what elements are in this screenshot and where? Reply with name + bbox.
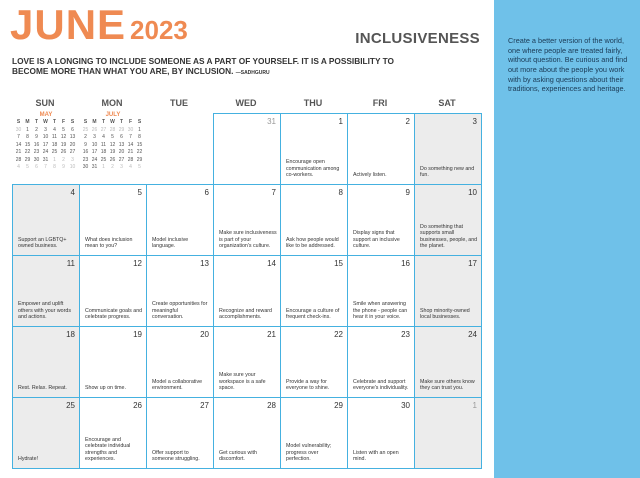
day-number: 2: [405, 117, 410, 126]
month-title: [10, 1, 188, 48]
mini-day: 30: [33, 156, 40, 163]
mini-day: 7: [44, 164, 47, 170]
mini-weekday: T: [119, 119, 124, 125]
day-number: 10: [468, 188, 477, 197]
day-cell: [213, 255, 281, 327]
day-activity: Do something new and fun.: [420, 165, 475, 179]
mini-day: 13: [69, 134, 76, 140]
day-number: 15: [334, 259, 343, 268]
day-cell: [12, 326, 80, 398]
day-activity: Model vulnerability; progress over perfection.: [286, 443, 332, 463]
mini-weekday: S: [83, 119, 88, 125]
day-cell: [347, 397, 415, 469]
mini-calendar-title: JULY: [105, 112, 121, 118]
day-cell: [280, 113, 348, 185]
day-number: 27: [200, 401, 209, 410]
day-cell: [347, 255, 415, 327]
mini-day: 17: [42, 141, 49, 148]
mini-day: 6: [120, 134, 123, 140]
day-cell: [79, 184, 147, 256]
mini-day: 21: [127, 149, 134, 155]
mini-day: 3: [71, 156, 74, 163]
mini-day: 28: [127, 156, 134, 163]
mini-weekday: F: [128, 119, 133, 125]
mini-day: 9: [35, 134, 38, 140]
day-cell: [347, 113, 415, 185]
mini-day: 2: [35, 126, 38, 133]
day-cell: [213, 397, 281, 469]
day-number: 28: [267, 401, 276, 410]
day-cell: [79, 397, 147, 469]
day-number: 20: [200, 330, 209, 339]
mini-day: 9: [62, 164, 65, 170]
mini-day: 21: [15, 149, 22, 155]
day-number: 23: [401, 330, 410, 339]
day-number: 22: [334, 330, 343, 339]
mini-day: 24: [42, 149, 49, 155]
mini-day: 9: [84, 141, 87, 148]
mini-day: 28: [15, 156, 22, 163]
weekday-sat: SAT: [438, 98, 456, 108]
day-cell: [414, 397, 482, 469]
mini-day: 4: [53, 126, 56, 133]
day-cell: [12, 255, 80, 327]
mini-weekday: W: [110, 119, 115, 125]
weekday-thu: THU: [303, 98, 323, 108]
day-number: 16: [401, 259, 410, 268]
day-number: 7: [271, 188, 276, 197]
mini-weekday: T: [101, 119, 106, 125]
day-activity: Do something that supports small businesses, people, and the planet.: [420, 223, 478, 250]
mini-day: 1: [26, 126, 29, 133]
mini-weekday: S: [70, 119, 75, 125]
mini-weekday: S: [16, 119, 21, 125]
day-number: 4: [70, 188, 75, 197]
day-number: 19: [133, 330, 142, 339]
mini-day: 8: [138, 134, 141, 140]
mini-day: 30: [15, 126, 22, 133]
day-cell: [146, 255, 214, 327]
mini-day: 5: [111, 134, 114, 140]
mini-day: 27: [118, 156, 125, 163]
day-cell: [280, 326, 348, 398]
mini-day: 8: [26, 134, 29, 140]
day-cell: [146, 184, 214, 256]
day-number: 1: [472, 401, 477, 410]
day-cell: [146, 397, 214, 469]
day-number: 6: [204, 188, 209, 197]
day-activity: Provide a way for everyone to shine.: [286, 378, 330, 392]
day-cell: [347, 184, 415, 256]
day-activity: Model a collaborative environment.: [152, 378, 203, 392]
day-activity: Offer support to someone struggling.: [152, 449, 200, 463]
mini-weekday: S: [137, 119, 142, 125]
mini-day: 20: [118, 149, 125, 155]
day-cell: [347, 326, 415, 398]
day-cell: [280, 255, 348, 327]
mini-day: 30: [82, 164, 89, 170]
mini-day: 16: [82, 149, 89, 155]
calendar-grid: [12, 113, 482, 473]
day-cell: [414, 326, 482, 398]
mini-day: 23: [33, 149, 40, 155]
mini-day: 14: [127, 141, 134, 148]
mini-day: 26: [109, 156, 116, 163]
day-cell: [280, 397, 348, 469]
day-activity: Encourage open communication among co-workers.: [286, 159, 340, 179]
mini-day: 22: [136, 149, 143, 155]
day-number: 14: [267, 259, 276, 268]
day-cell: [414, 184, 482, 256]
mini-day: 5: [62, 126, 65, 133]
day-number: 29: [334, 401, 343, 410]
day-activity: Listen with an open mind.: [353, 449, 399, 463]
day-cell: [146, 326, 214, 398]
day-activity: Hydrate!: [18, 456, 39, 463]
mini-day: 5: [26, 164, 29, 170]
mini-day: 3: [93, 134, 96, 140]
day-number: 30: [401, 401, 410, 410]
day-number: 11: [66, 259, 75, 268]
quote: [12, 56, 412, 77]
mini-day: 24: [91, 156, 98, 163]
day-cell: [12, 184, 80, 256]
weekday-wed: WED: [235, 98, 257, 108]
day-activity: Support an LGBTQ+ owned business.: [18, 236, 67, 250]
day-number: 31: [267, 117, 276, 126]
month-name: JUNE: [10, 1, 127, 48]
day-activity: What does inclusion mean to you?: [85, 236, 133, 250]
day-activity: Model inclusive language.: [152, 236, 189, 250]
mini-day: 5: [138, 164, 141, 170]
day-activity: Empower and uplift others with your words and actions.: [18, 301, 71, 321]
day-cell: [79, 326, 147, 398]
mini-day: 25: [100, 156, 107, 163]
day-activity: Make sure inclusiveness is part of your organization's culture.: [219, 230, 277, 250]
mini-day: 8: [53, 164, 56, 170]
day-activity: Encourage and celebrate individual strengths and experiences.: [85, 436, 131, 463]
theme-title: INCLUSIVENESS: [355, 30, 480, 47]
mini-day: 2: [84, 134, 87, 140]
sidebar-text: Create a better version of the world, one where people are treated fairly, without question. Be curious and find out more about the people you work with by asking questions about their traditions, experiences and heritage.: [508, 36, 628, 94]
mini-day: 31: [91, 164, 98, 170]
mini-day: 25: [82, 126, 89, 133]
day-number: 24: [468, 330, 477, 339]
day-activity: Create opportunities for meaningful conversation.: [152, 301, 208, 321]
day-activity: Celebrate and support everyone's individuality.: [353, 378, 409, 392]
mini-day: 7: [129, 134, 132, 140]
day-activity: Recognize and reward accomplishments.: [219, 307, 272, 321]
mini-day: 3: [120, 164, 123, 170]
quote-attribution: —SADHGURU: [235, 70, 270, 77]
mini-day: 6: [35, 164, 38, 170]
mini-day: 30: [127, 126, 134, 133]
mini-day: 23: [82, 156, 89, 163]
mini-day: 18: [51, 141, 58, 148]
day-activity: Communicate goals and celebrate progress.: [85, 307, 143, 321]
day-cell: [414, 113, 482, 185]
weekday-tue: TUE: [170, 98, 188, 108]
mini-day: 12: [109, 141, 116, 148]
mini-day: 1: [138, 126, 141, 133]
mini-day: 28: [109, 126, 116, 133]
day-activity: Smile when answering the phone - people can hear it in your voice.: [353, 301, 408, 321]
year: 2023: [130, 15, 188, 45]
mini-day: 19: [60, 141, 67, 148]
day-activity: Get curious with discomfort.: [219, 449, 257, 463]
mini-day: 16: [33, 141, 40, 148]
day-number: 26: [133, 401, 142, 410]
day-number: 21: [267, 330, 276, 339]
mini-day: 2: [62, 156, 65, 163]
quote-text: LOVE IS A LONGING TO INCLUDE SOMEONE AS A PART OF YOURSELF. IT IS A POSSIBILITY TO BECOME MORE THAN WHAT YOU ARE, BY INCLUSION.: [12, 56, 394, 77]
day-cell: [213, 113, 281, 185]
day-activity: Make sure your workspace is a safe space.: [219, 372, 266, 392]
mini-day: 31: [42, 156, 49, 163]
mini-day: 20: [69, 141, 76, 148]
mini-day: 25: [51, 149, 58, 155]
mini-day: 1: [102, 164, 105, 170]
weekday-mon: MON: [101, 98, 123, 108]
day-cell: [79, 255, 147, 327]
weekday-sun: SUN: [35, 98, 55, 108]
mini-day: 10: [42, 134, 49, 140]
mini-calendar-title: MAY: [39, 112, 53, 118]
mini-day: 18: [100, 149, 107, 155]
mini-weekday: T: [52, 119, 57, 125]
day-number: 13: [200, 259, 209, 268]
mini-day: 2: [111, 164, 114, 170]
mini-day: 15: [24, 141, 31, 148]
day-cell: [12, 397, 80, 469]
mini-day: 4: [102, 134, 105, 140]
day-activity: Actively listen.: [353, 172, 387, 179]
mini-day: 4: [129, 164, 132, 170]
mini-day: 29: [136, 156, 143, 163]
mini-day: 26: [91, 126, 98, 133]
sidebar: [494, 0, 640, 478]
weekday-fri: FRI: [372, 98, 388, 108]
mini-day: 13: [118, 141, 125, 148]
day-cell: [213, 326, 281, 398]
day-number: 25: [66, 401, 75, 410]
mini-day: 4: [17, 164, 20, 170]
mini-weekday: M: [25, 119, 30, 125]
mini-weekday: T: [34, 119, 39, 125]
mini-day: 14: [15, 141, 22, 148]
day-cell: [414, 255, 482, 327]
mini-day: 3: [44, 126, 47, 133]
mini-day: 27: [100, 126, 107, 133]
mini-day: 22: [24, 149, 31, 155]
mini-day: 10: [91, 141, 98, 148]
day-activity: Rest. Relax. Repeat.: [18, 385, 67, 392]
day-cell: [213, 184, 281, 256]
mini-day: 26: [60, 149, 67, 155]
day-number: 5: [137, 188, 142, 197]
day-activity: Make sure others know they can trust you.: [420, 378, 475, 392]
mini-day: 29: [118, 126, 125, 133]
day-activity: Ask how people would like to be addressed.: [286, 236, 339, 250]
day-activity: Display signs that support an inclusive culture.: [353, 230, 400, 250]
day-number: 12: [133, 259, 142, 268]
mini-day: 11: [51, 134, 58, 140]
mini-day: 19: [109, 149, 116, 155]
mini-weekday: W: [43, 119, 48, 125]
mini-day: 6: [71, 126, 74, 133]
mini-day: 12: [60, 134, 67, 140]
day-number: 3: [472, 117, 477, 126]
day-number: 9: [405, 188, 410, 197]
mini-day: 29: [24, 156, 31, 163]
mini-day: 11: [100, 141, 107, 148]
day-number: 18: [66, 330, 75, 339]
mini-weekday: F: [61, 119, 66, 125]
day-cell: [280, 184, 348, 256]
day-number: 1: [338, 117, 343, 126]
day-number: 17: [468, 259, 477, 268]
mini-weekday: M: [92, 119, 97, 125]
day-number: 8: [338, 188, 343, 197]
mini-day: 10: [69, 164, 76, 170]
day-activity: Show up on time.: [85, 385, 126, 392]
mini-day: 15: [136, 141, 143, 148]
mini-day: 7: [17, 134, 20, 140]
mini-day: 1: [53, 156, 56, 163]
day-activity: Shop minority-owned local businesses.: [420, 307, 470, 321]
mini-day: 27: [69, 149, 76, 155]
mini-day: 17: [91, 149, 98, 155]
day-activity: Encourage a culture of frequent check-ins.: [286, 307, 340, 321]
